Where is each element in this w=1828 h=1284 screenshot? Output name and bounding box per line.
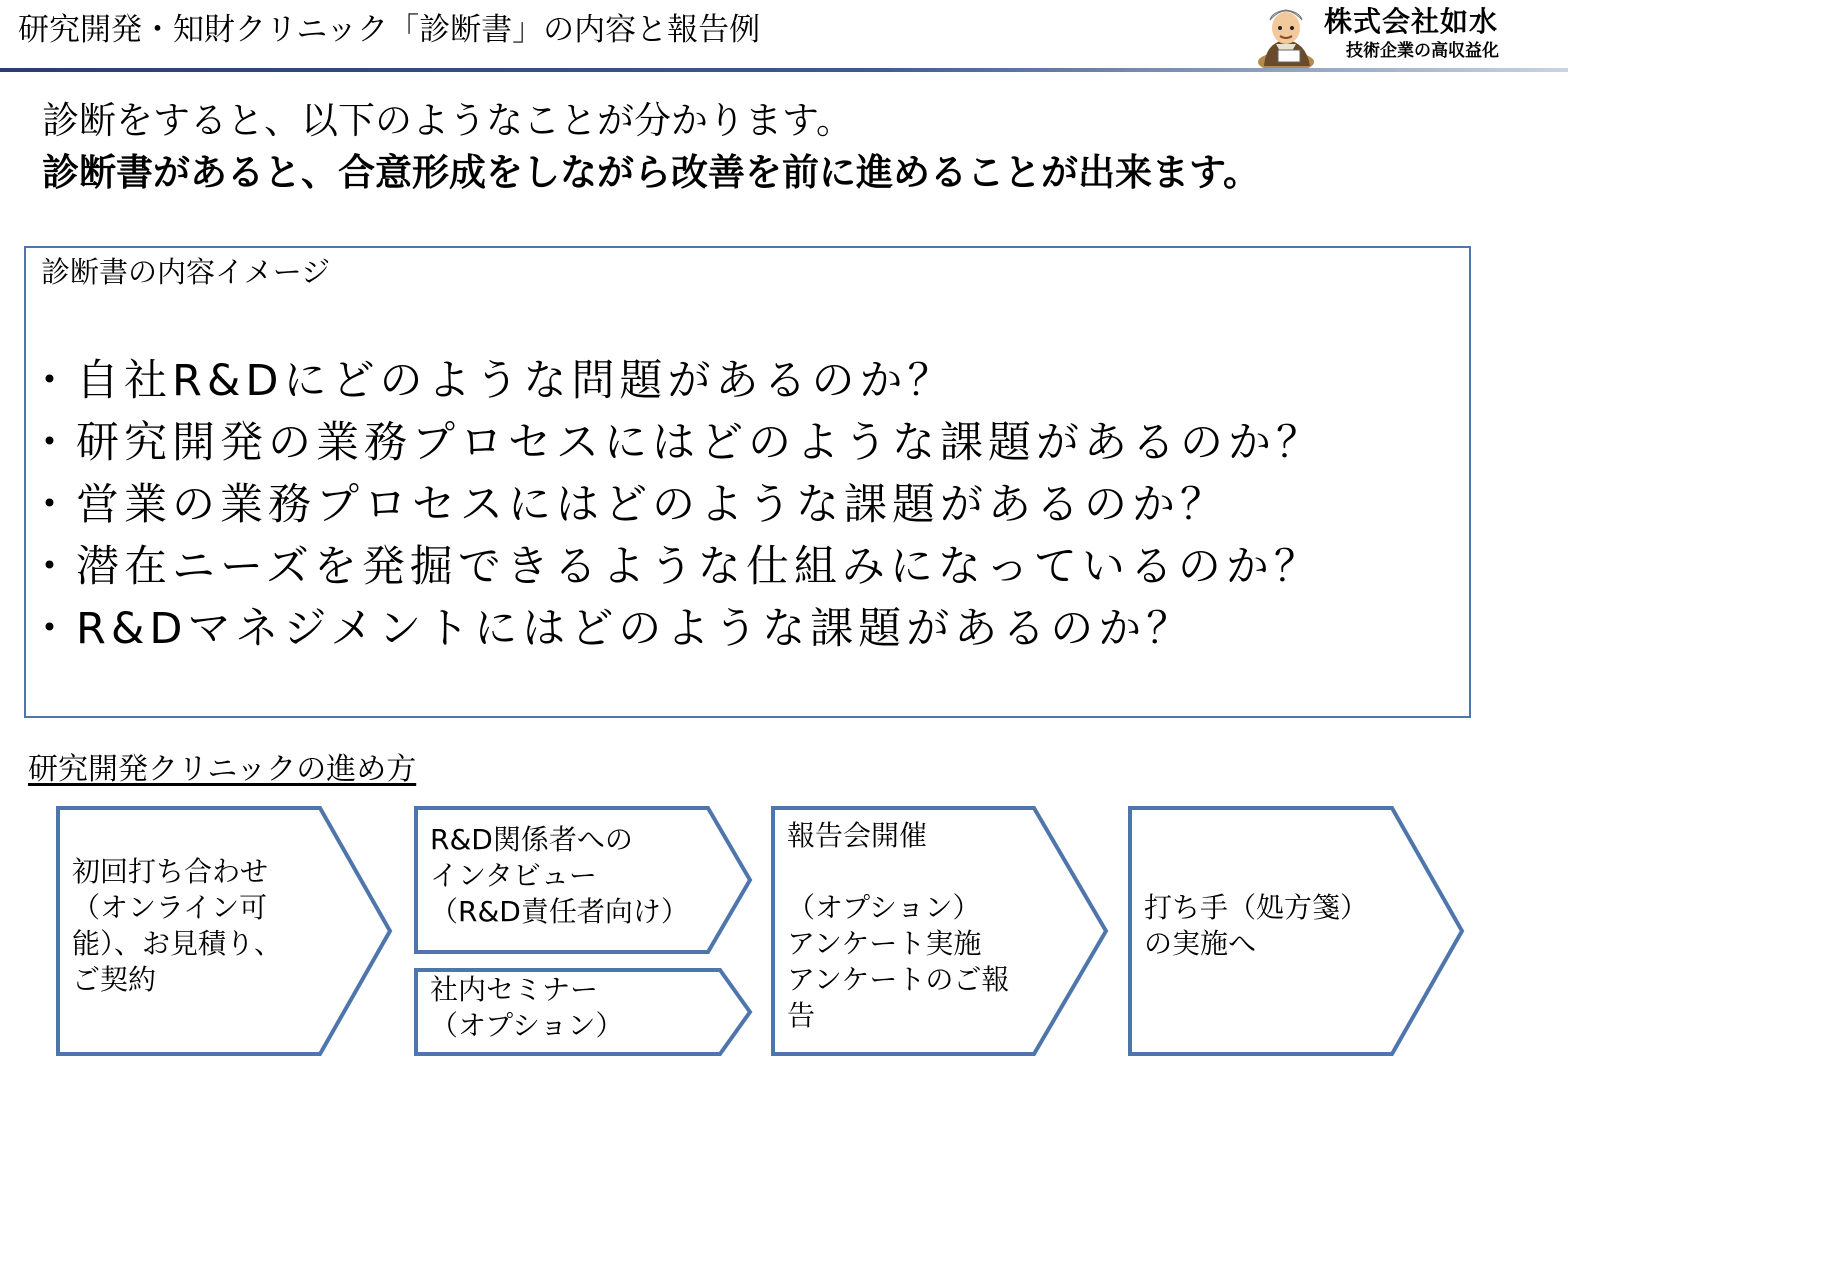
process-section-title: 研究開発クリニックの進め方	[28, 752, 417, 787]
step-line	[787, 854, 1009, 890]
step-line: の実施へ	[1144, 927, 1257, 960]
step-text-interview	[430, 822, 689, 930]
step-line: 初回打ち合わせ	[72, 855, 269, 888]
step-line: アンケート実施	[787, 927, 982, 960]
logo-tagline: 技術企業の高収益化	[1346, 41, 1499, 61]
step-line: 報告会開催	[787, 819, 928, 852]
step-line: （R&D責任者向け）	[430, 895, 689, 928]
list-item: ・自社R&Dにどのような問題があるのか？	[28, 356, 956, 406]
step-line: ご契約	[72, 963, 157, 996]
step-line: （オンライン可	[72, 891, 268, 924]
step-text-report-meeting	[787, 818, 1009, 1034]
list-item: ・営業の業務プロセスにはどのような課題があるのか？	[28, 480, 1228, 530]
list-item: ・R&Dマネジメントにはどのような課題があるのか？	[28, 604, 1195, 654]
step-line: 社内セミナー	[430, 973, 599, 1006]
intro-text: 診断をすると、以下のようなことが分かります。	[42, 99, 854, 142]
box-title: 診断書の内容イメージ	[41, 255, 331, 289]
step-text-initial-meeting	[72, 854, 282, 998]
logo-company-name: 株式会社如水	[1324, 5, 1499, 38]
intro-emphasis-text: 診断書があると、合意形成をしながら改善を前に進めることが出来ます。	[42, 151, 1261, 194]
list-item: ・潜在ニーズを発掘できるような仕組みになっているのか？	[28, 542, 1322, 592]
step-line: アンケートのご報	[787, 963, 1010, 996]
step-text-seminar	[430, 972, 623, 1044]
step-line: 告	[787, 999, 816, 1032]
step-line: 能）、お見積り、	[72, 927, 283, 960]
list-item: ・研究開発の業務プロセスにはどのような課題があるのか？	[28, 418, 1324, 468]
step-line: 打ち手（処方箋）	[1144, 891, 1369, 924]
step-text-action	[1144, 890, 1368, 962]
step-line: R&D関係者への	[430, 823, 633, 856]
step-line: （オプション）	[787, 891, 981, 924]
page-title: 研究開発・知財クリニック「診断書」の内容と報告例	[18, 12, 761, 48]
step-line: インタビュー	[430, 859, 597, 892]
step-line: （オプション）	[430, 1009, 624, 1042]
